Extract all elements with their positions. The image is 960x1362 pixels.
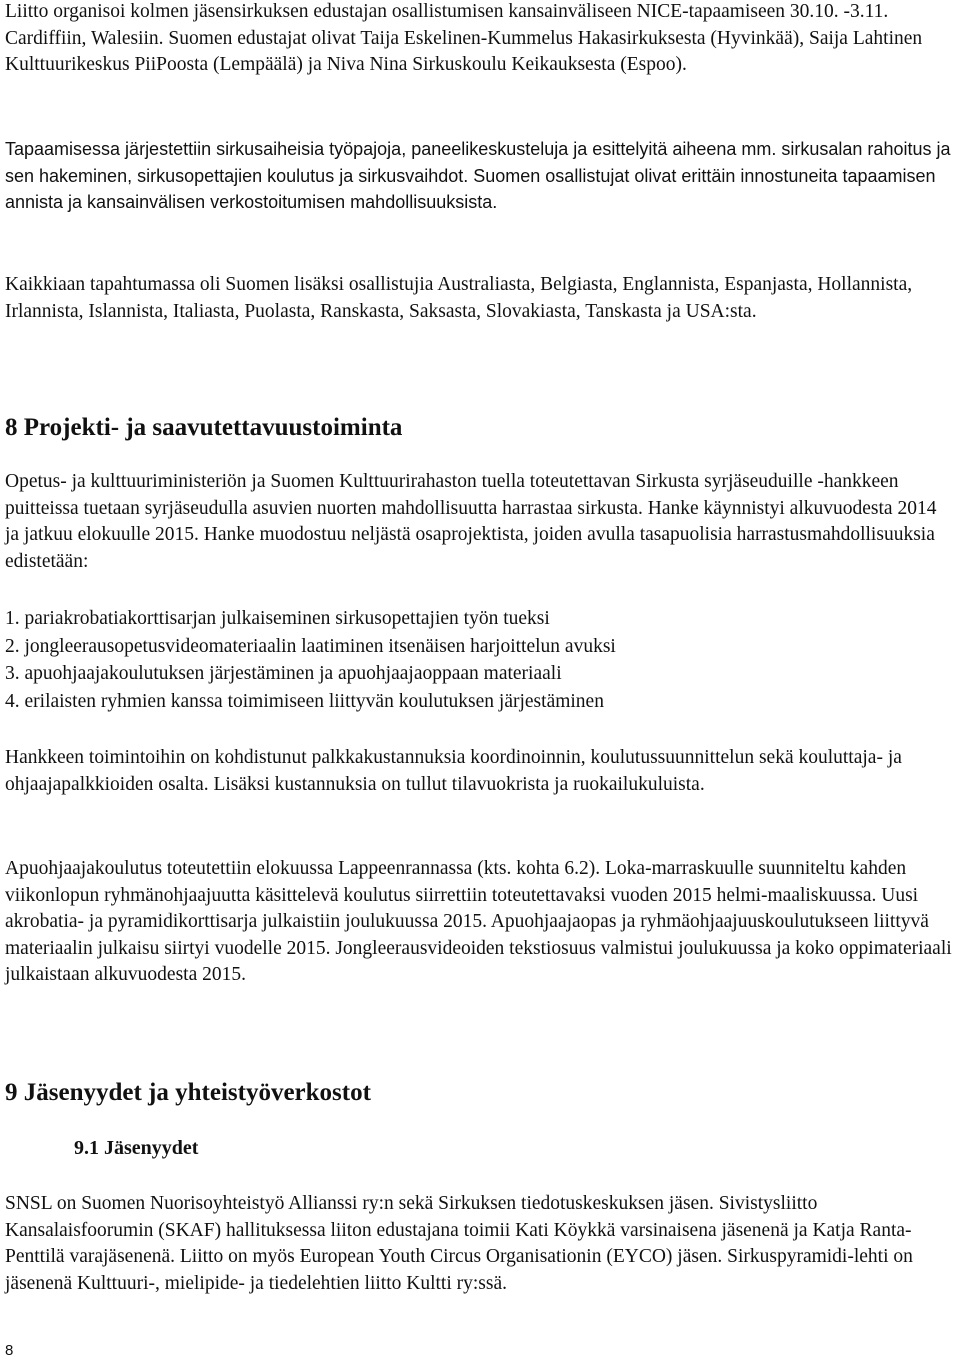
progress-paragraph: Apuohjaajakoulutus toteutettiin elokuussa Lappeenrannassa (kts. kohta 6.2). Loka-marraskuulle suunniteltu kahden viikonlopun ryhmänohjaajuutta käsittelevä koulutus siirrettiin toteutettavaksi vuoden 2015 helmi-maaliskuussa. Uusi akrobatia- ja pyramidikorttisarja julkaistiin joulukuussa 2015. Apuohjaajaopas ja ryhmäohjaajuuskoulutukseen liittyvä materiaalin julkaisu siirtyi vuodelle 2015. Jongleerausvideoiden tekstiosuus valmistui joulukuussa ja koko oppimateriaali julkaistaan alkuvuodesta 2015. bbox=[5, 858, 952, 985]
list-item: 2. jongleerausopetusvideomateriaalin laatiminen itsenäisen harjoittelun avuksi bbox=[5, 635, 616, 657]
costs-paragraph: Hankkeen toimintoihin on kohdistunut palkkakustannuksia koordinoinnin, koulutussuunnittelun sekä kouluttaja- ja ohjaajapalkkioiden osalta. Lisäksi kustannuksia on tullut tilavuokrista ja ruokailukuluista. bbox=[5, 747, 902, 795]
list-item: 4. erilaisten ryhmien kanssa toimimiseen liittyvän koulutuksen järjestäminen bbox=[5, 690, 604, 712]
section-9-heading: 9 Jäsenyydet ja yhteistyöverkostot bbox=[5, 1079, 371, 1106]
memberships-paragraph: SNSL on Suomen Nuorisoyhteistyö Allianssi ry:n sekä Sirkuksen tiedotuskeskuksen jäsen. Sivistysliitto Kansalaisfoorumin (SKAF) hallituksessa liiton edustajana toimii Kati Köykkä varsinaisena jäsenenä ja Katja Ranta-Penttilä varajäsenenä. Liitto on myös European Youth Circus Organisationin (EYCO) jäsen. Sirkuspyramidi-lehti on jäsenenä Kulttuuri-, mielipide- ja tiedelehtien liitto Kultti ry:ssä. bbox=[5, 1193, 913, 1294]
nice-meeting-paragraph: Liitto organisoi kolmen jäsensirkuksen edustajan osallistumisen kansainväliseen NICE-tapaamiseen 30.10. -3.11. Cardiffiin, Walesiin. Suomen edustajat olivat Taija Eskelinen-Kummelus Hakasirkuksesta (Hyvinkää), Saija Lahtinen Kulttuurikeskus PiiPoosta (Lempäälä) ja Niva Nina Sirkuskoulu Keikauksesta (Espoo). bbox=[5, 1, 923, 75]
section-8-intro-paragraph: Opetus- ja kulttuuriministeriön ja Suomen Kulttuurirahaston tuella toteutettavan Sirkusta syrjäseuduille -hankkeen puitteissa tuetaan syrjäseudulla asuvien nuorten mahdollisuutta harrastaa sirkusta. Hanke käynnistyi alkuvuodesta 2014 ja jatkuu elokuulle 2015. Hanke muodostuu neljästä osaprojektista, joiden avulla tasapuolisia harrastusmahdollisuuksia edistetään: bbox=[5, 471, 937, 572]
workshops-paragraph: Tapaamisessa järjestettiin sirkusaiheisia työpajoja, paneelikeskusteluja ja esittelyitä aiheena mm. sirkusalan rahoitus ja sen hakeminen, sirkusopettajien koulutus ja sirkusvaihdot. Suomen osallistujat olivat erittäin innostuneita tapaamisen annista ja kansainvälisen verkostoitumisen mahdollisuuksista. bbox=[5, 139, 951, 212]
subproject-list bbox=[5, 605, 955, 715]
section-9-1-subheading: 9.1 Jäsenyydet bbox=[74, 1137, 199, 1159]
page-number: 8 bbox=[5, 1342, 14, 1359]
participants-paragraph: Kaikkiaan tapahtumassa oli Suomen lisäksi osallistujia Australiasta, Belgiasta, Englannista, Espanjasta, Hollannista, Irlannista, Islannista, Italiasta, Puolasta, Ranskasta, Saksasta, Slovakiasta, Tanskasta ja USA:sta. bbox=[5, 274, 913, 322]
section-8-heading: 8 Projekti- ja saavutettavuustoiminta bbox=[5, 414, 403, 441]
list-item: 1. pariakrobatiakorttisarjan julkaiseminen sirkusopettajien työn tueksi bbox=[5, 608, 550, 629]
list-item: 3. apuohjaajakoulutuksen järjestäminen ja apuohjaajaoppaan materiaali bbox=[5, 663, 562, 684]
